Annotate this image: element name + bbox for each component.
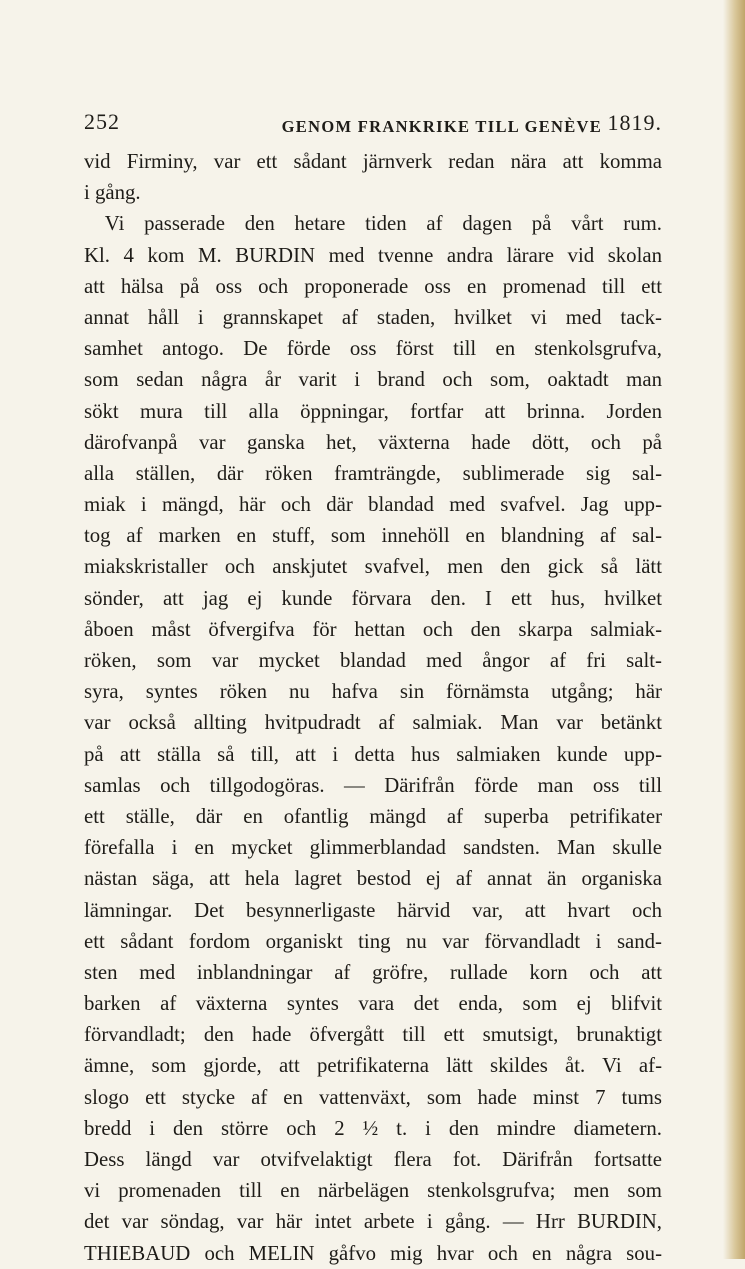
text-line: ett sådant fordom organiskt ting nu var förvandladt i sand- [84, 929, 662, 953]
text-line: vid Firminy, var ett sådant järnverk redan nära att komma [84, 150, 662, 173]
text-line: THIEBAUD och MELIN gåfvo mig hvar och en några sou- [84, 1241, 662, 1265]
text-line: miak i mängd, här och där blandad med svafvel. Jag upp- [84, 493, 662, 517]
text-line: sönder, att jag ej kunde förvara den. I ett hus, hvilket [84, 586, 662, 610]
body-text [84, 146, 662, 1269]
text-line: nästan säga, att hela lagret bestod ej af annat än organiska [84, 867, 662, 891]
text-line: syra, syntes röken nu hafva sin förnämsta utgång; här [84, 680, 662, 704]
text-line: i gång. [84, 181, 141, 205]
text-line: åboen måst öfvergifva för hettan och den skarpa salmiak- [84, 617, 662, 641]
page-number: 252 [84, 109, 120, 134]
text-line: det var söndag, var här intet arbete i gång. — Hrr BURDIN, [84, 1210, 662, 1234]
page-edge-shadow [723, 0, 745, 1259]
text-line: förefalla i en mycket glimmerblandad sandsten. Man skulle [84, 836, 662, 860]
text-line: samhet antogo. De förde oss först till en stenkolsgrufva, [84, 337, 662, 361]
running-title [282, 112, 662, 138]
text-line: tog af marken en stuff, som innehöll en blandning af sal- [84, 524, 662, 548]
text-line: barken af växterna syntes vara det enda, som ej blifvit [84, 992, 662, 1016]
text-line: slogo ett stycke af en vattenväxt, som hade minst 7 tums [84, 1085, 662, 1109]
text-line: att hälsa på oss och proponerade oss en promenad till ett [84, 274, 662, 298]
running-title-year: 1819. [607, 110, 662, 135]
text-line: var också allting hvitpudradt af salmiak. Man var betänkt [84, 711, 662, 735]
text-line: därofvanpå var ganska het, växterna hade dött, och på [84, 430, 662, 454]
text-line: annat håll i grannskapet af staden, hvilket vi med tack- [84, 305, 662, 329]
text-line: samlas och tillgodogöras. — Därifrån förde man oss till [84, 773, 662, 797]
text-line: Vi passerade den hetare tiden af dagen på vårt rum. [84, 212, 662, 236]
text-line: på att ställa så till, att i detta hus salmiaken kunde upp- [84, 742, 662, 766]
text-line: lämningar. Det besynnerligaste härvid var, att hvart och [84, 898, 662, 922]
text-line: ett ställe, där en ofantlig mängd af superba petrifikater [84, 804, 662, 828]
text-line: miakskristaller och anskjutet svafvel, men den gick så lätt [84, 555, 662, 579]
running-title-text: GENOM FRANKRIKE TILL GENÈVE [281, 117, 603, 136]
text-line: som sedan några år varit i brand och som, oaktadt man [84, 368, 662, 392]
text-line: Kl. 4 kom M. BURDIN med tvenne andra lärare vid skolan [84, 243, 662, 267]
text-line: vi promenaden till en närbelägen stenkolsgrufva; men som [84, 1179, 662, 1203]
text-line: sten med inblandningar af gröfre, rullade korn och att [84, 960, 662, 984]
text-line: ämne, som gjorde, att petrifikaterna lätt skildes åt. Vi af- [84, 1054, 662, 1078]
text-line: Dess längd var otvifvelaktigt flera fot. Därifrån fortsatte [84, 1148, 662, 1171]
text-line: alla ställen, där röken framträngde, sublimerade sig sal- [84, 461, 662, 485]
text-line: sökt mura till alla öppningar, fortfar att brinna. Jorden [84, 399, 662, 423]
text-line: bredd i den större och 2 ½ t. i den mindre diametern. [84, 1116, 662, 1140]
running-header [84, 109, 662, 139]
text-line: förvandladt; den hade öfvergått till ett smutsigt, brunaktigt [84, 1023, 662, 1047]
text-line: röken, som var mycket blandad med ångor af fri salt- [84, 649, 662, 672]
